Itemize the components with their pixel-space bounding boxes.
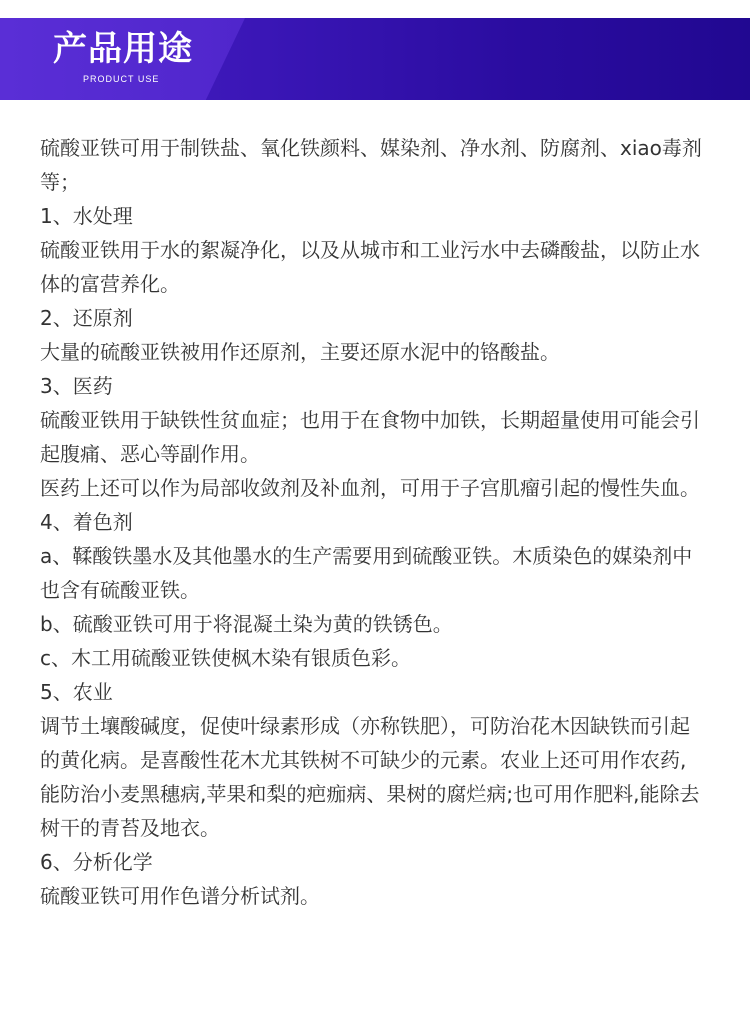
heading-medicine: 3、医药	[40, 374, 113, 398]
banner-subtitle: PRODUCT USE	[83, 74, 160, 84]
text-line: 大量的硫酸亚铁被用作还原剂，主要还原水泥中的铬酸盐。	[40, 340, 560, 364]
text-line: 硫酸亚铁用于水的絮凝净化，以及从城市和工业污水中去磷酸盐，以防止水	[40, 238, 700, 262]
section-banner	[0, 18, 750, 100]
text-line: 医药上还可以作为局部收敛剂及补血剂，可用于子宫肌瘤引起的慢性失血。	[40, 476, 700, 500]
text-line: 的黄化病。是喜酸性花木尤其铁树不可缺少的元素。农业上还可用作农药,	[40, 748, 687, 772]
text-line: 等；	[40, 170, 80, 194]
product-use-text	[40, 131, 746, 913]
text-line: 硫酸亚铁用于缺铁性贫血症；也用于在食物中加铁，长期超量使用可能会引	[40, 408, 700, 432]
heading-colorant: 4、着色剂	[40, 510, 133, 534]
text-line: 能防治小麦黑穗病,苹果和梨的疤痂病、果树的腐烂病;也可用作肥料,能除去	[40, 782, 700, 806]
text-line: 硫酸亚铁可用作色谱分析试剂。	[40, 884, 320, 908]
heading-reducing-agent: 2、还原剂	[40, 306, 133, 330]
heading-water-treatment: 1、水处理	[40, 204, 133, 228]
text-line: 体的富营养化。	[40, 272, 180, 296]
text-line: 树干的青苔及地衣。	[40, 816, 220, 840]
top-margin	[0, 0, 750, 18]
text-line: 硫酸亚铁可用于制铁盐、氧化铁颜料、媒染剂、净水剂、防腐剂、xiao毒剂	[40, 136, 702, 160]
text-line: a、鞣酸铁墨水及其他墨水的生产需要用到硫酸亚铁。木质染色的媒染剂中	[40, 544, 693, 568]
text-line: c、木工用硫酸亚铁使枫木染有银质色彩。	[40, 646, 411, 670]
heading-agriculture: 5、农业	[40, 680, 113, 704]
text-line: 起腹痛、恶心等副作用。	[40, 442, 260, 466]
heading-analytical-chemistry: 6、分析化学	[40, 850, 153, 874]
text-line: 也含有硫酸亚铁。	[40, 578, 200, 602]
banner-title: 产品用途	[53, 29, 193, 69]
text-line: 调节土壤酸碱度，促使叶绿素形成（亦称铁肥），可防治花木因缺铁而引起	[40, 714, 690, 738]
text-line: b、硫酸亚铁可用于将混凝土染为黄的铁锈色。	[40, 612, 453, 636]
